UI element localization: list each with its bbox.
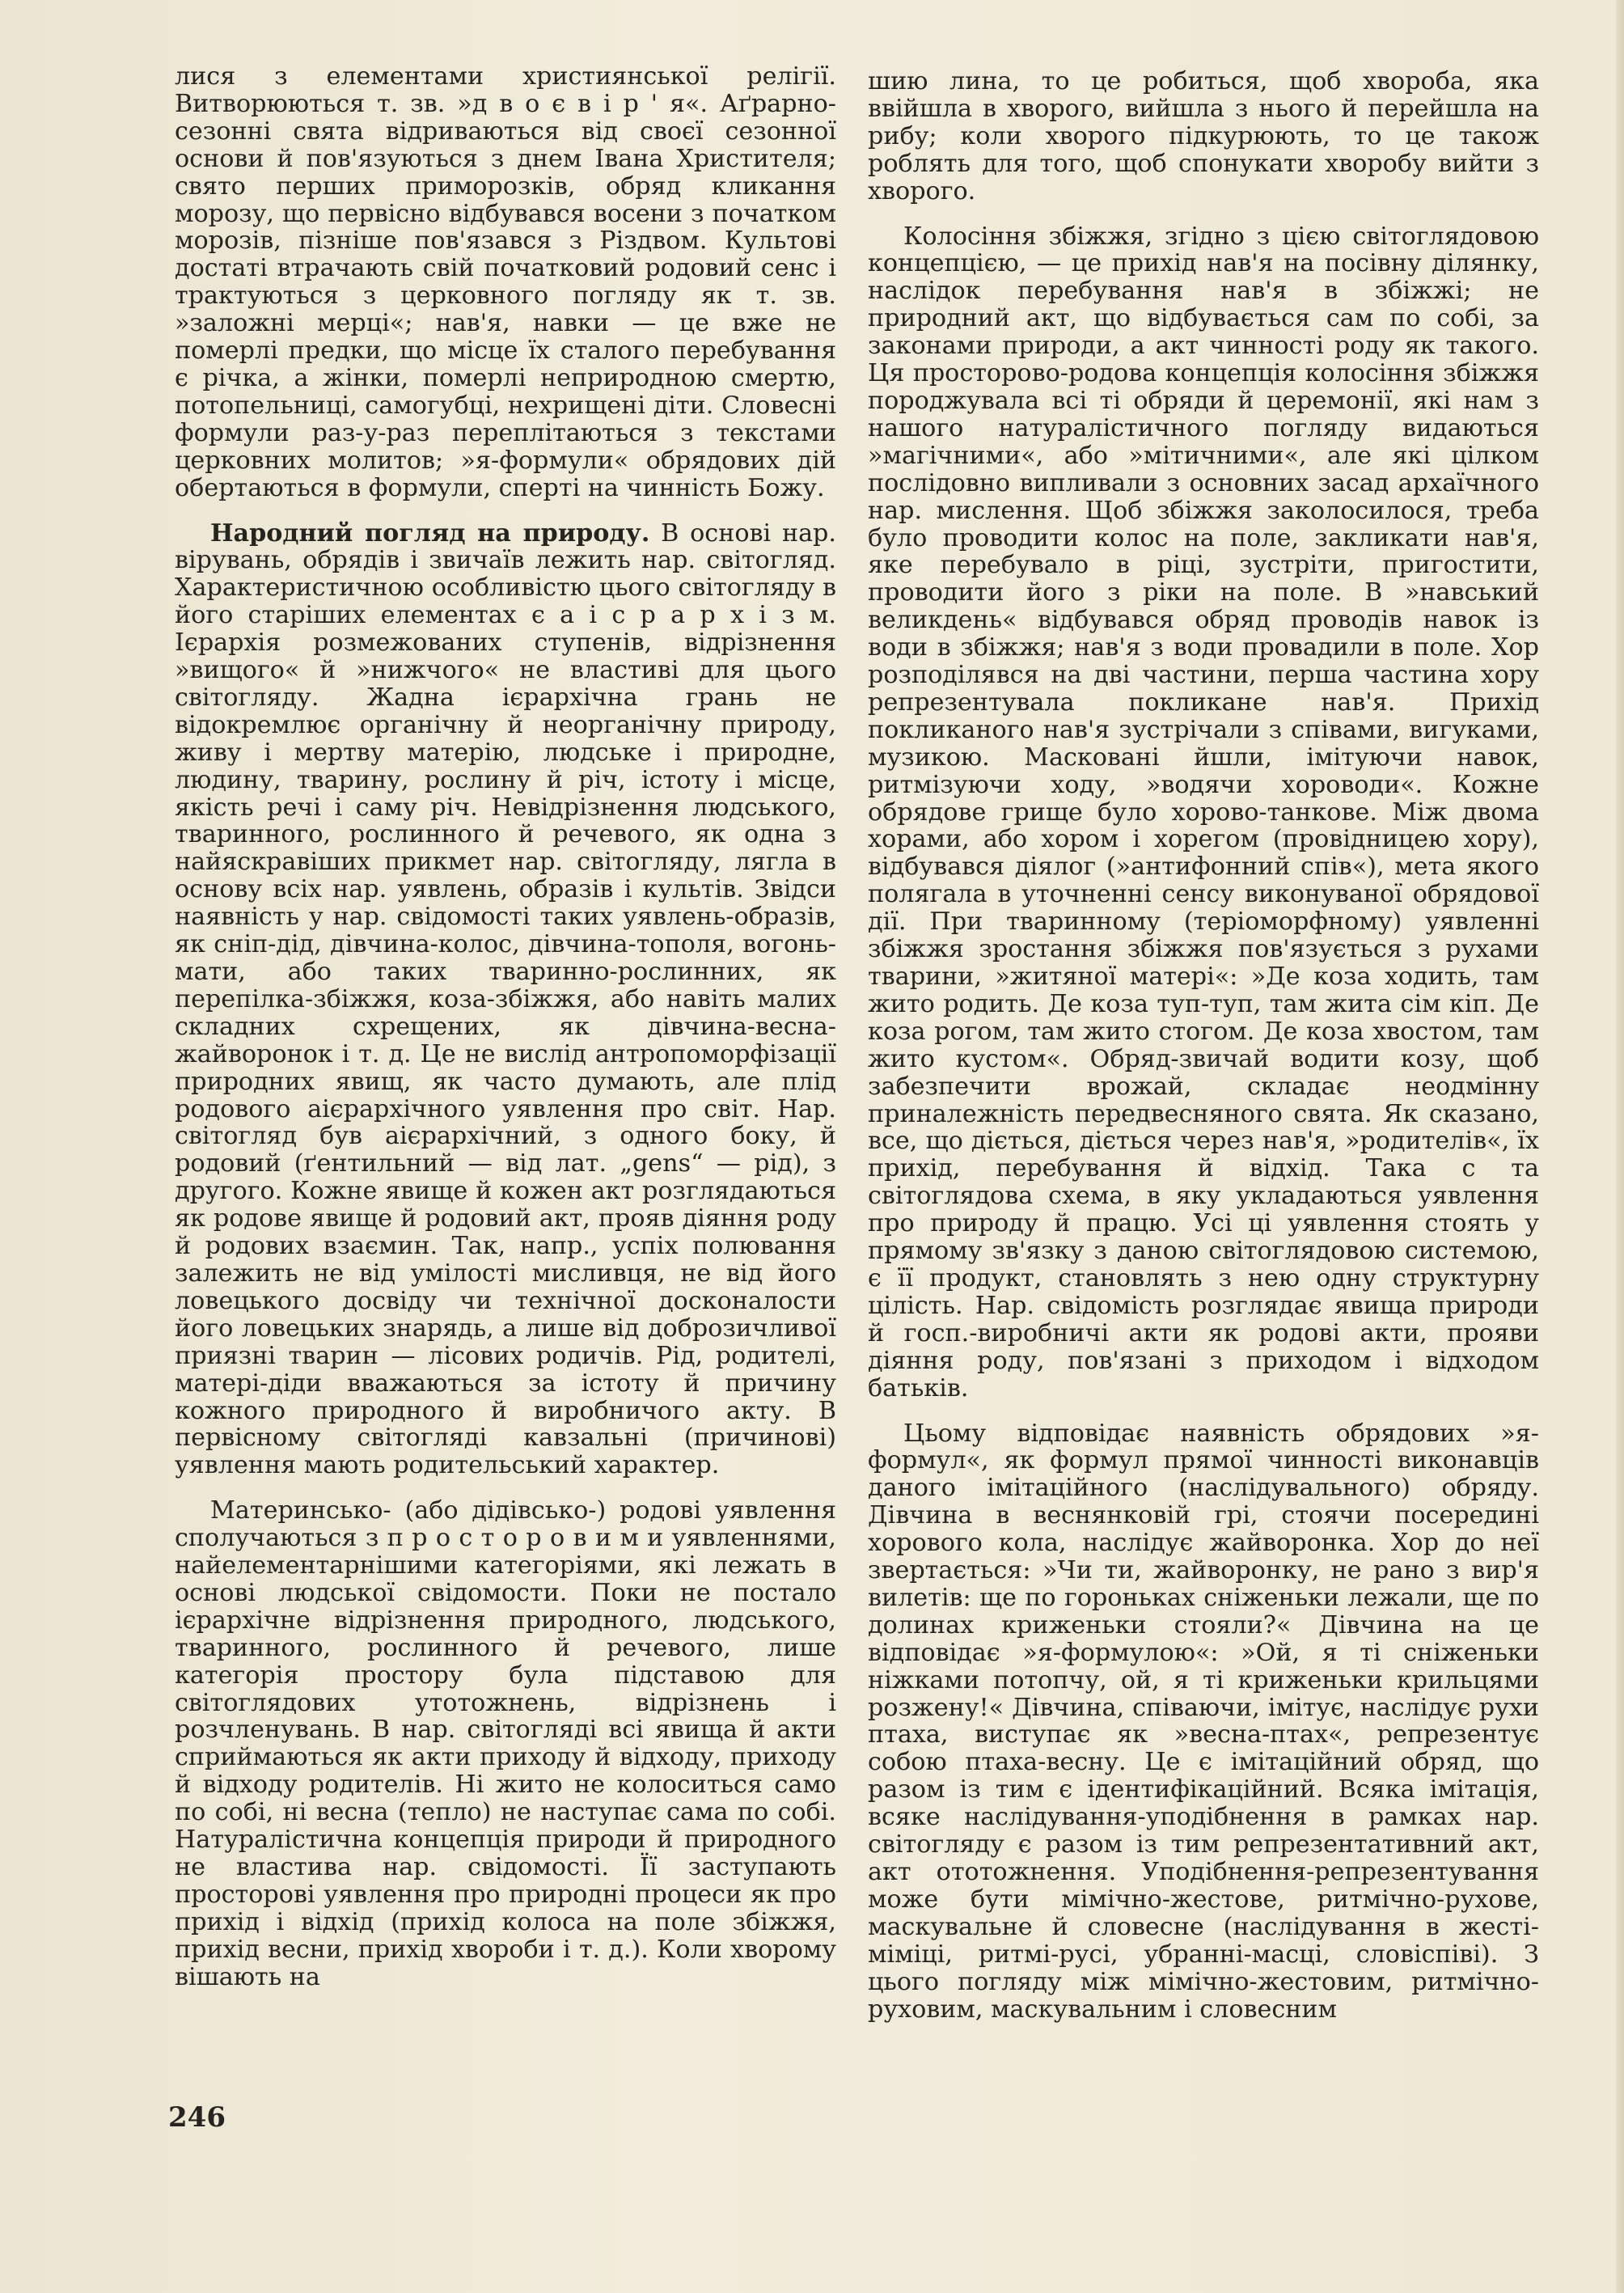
section-heading: Народний погляд на природу. bbox=[210, 518, 650, 548]
right-column bbox=[868, 68, 1539, 2041]
paragraph-with-heading bbox=[175, 520, 836, 1480]
page-number: 246 bbox=[168, 2101, 226, 2134]
left-column bbox=[175, 63, 836, 2009]
paragraph: Колосіння збіжжя, згідно з цією світоглядовою концепцією, — це прихід нав'я на посівну ділянку, наслідок перебування нав'я в збіжжі; не природний акт, що відбувається сам по собі, за законами природи, а акт чинності роду як такого. Ця просторово-родова концепція колосіння збіжжя породжувала всі ті обряди й церемонії, які нам з нашого натуралістичного погляду видаються »магічними«, або »мітичними«, але які цілком послідовно випливали з основних засад архаїчного нар. мислення. Щоб збіжжя заколосилося, треба було проводити колос на поле, закликати нав'я, яке перебувало в ріці, зустріти, пригостити, проводити його з ріки на поле. В »навський великдень« відбувався обряд проводів навок із води в збіжжя; нав'я з води провадили в поле. Хор розподілявся на дві частини, перша частина хору репрезентувала покликане нав'я. Прихід покликаного нав'я зустрічали з співами, вигуками, музикою. Масковані йшли, імітуючи навок, ритмізуючи ходу, »водячи хороводи«. Кожне обрядове грище було хорово-танкове. Між двома хорами, або хором і хорегом (провідницею хору), відбувався діялог (»антифонний спів«), мета якого полягала в уточненні сенсу виконуваної обрядової дії. При тваринному (теріоморфному) уявленні збіжжя зростання збіжжя пов'язується з рухами тварини, »житяної матері«: »Де коза ходить, там жито родить. Де коза туп-туп, там жита сім кіп. Де коза рогом, там жито стогом. Де коза хвостом, там жито кустом«. Обряд-звичай водити козу, щоб забезпечити врожай, складає неодмінну приналежність передвесняного свята. Як сказано, все, що діється, діється через нав'я, »родителів«, їх прихід, перебування й відхід. Така с та світоглядова схема, в яку укладаються уявлення про природу й працю. Усі ці уявлення стоять у прямому зв'язку з даною світоглядовою системою, є її продукт, становлять з нею одну структурну цілість. Нар. свідомість розглядає явища природи й госп.-виробничі акти як родові акти, прояви діяння роду, пов'язані з приходом і відходом батьків. bbox=[868, 222, 1539, 1402]
page-edge-shadow bbox=[1616, 0, 1624, 2293]
paragraph: шию лина, то це робиться, щоб хвороба, яка ввійшла в хворого, вийшла з нього й перейшла на рибу; коли хворого підкурюють, то це також роблять для того, щоб спонукати хворобу вийти з хворого. bbox=[868, 67, 1539, 205]
paragraph: Материнсько- (або дідівсько-) родові уявлення сполучаються з п р о с т о р о в и м и уявленнями, найелементарнішими категоріями, які лежать в основі людської свідомости. Поки не постало ієрархічне відрізнення природного, людського, тваринного, рослинного й речевого, лише категорія простору була підставою для світоглядових утотожнень, відрізнень і розчленувань. В нар. світогляді всі явища й акти сприймаються як акти приходу й відходу, приходу й відходу родителів. Ні жито не колоситься само по собі, ні весна (тепло) не наступає сама по собі. Натуралістична концепція природи й природного не властива нар. свідомості. Її заступають просторові уявлення про природні процеси як про прихід і відхід (прихід колоса на поле збіжжя, прихід весни, прихід хвороби і т. д.). Коли хворому вішають на bbox=[175, 1496, 836, 1991]
paragraph-body: В основі нар. вірувань, обрядів і звичаїв лежить нар. світогляд. Характеристичною особливістю цього світогляду в його старіших елементах є а і с р а р х і з м. Ієрархія розмежованих ступенів, відрізнення »вищого« й »нижчого« не властиві для цього світогляду. Жадна ієрархічна грань не відокремлює органічну й неорганічну природу, живу і мертву матерію, людське і природне, людину, тварину, рослину й річ, істоту і місце, якість речі і саму річ. Невідрізнення людського, тваринного, рослинного й речевого, як одна з найяскравіших прикмет нар. світогляду, лягла в основу всіх нар. уявлень, образів і культів. Звідси наявність у нар. свідомості таких уявлень-образів, як сніп-дід, дівчина-колос, дівчина-тополя, вогонь-мати, або таких тваринно-рослинних, як перепілка-збіжжя, коза-збіжжя, або навіть малих складних схрещених, як дівчина-весна-жайворонок і т. д. Це не вислід антропоморфізації природних явищ, як часто думають, але плід родового аієрархічного уявлення про світ. Нар. світогляд був аієрархічний, з одного боку, й родовий (ґентильний — від лат. „gens“ — рід), з другого. Кожне явище й кожен акт розглядаються як родове явище й родовий акт, прояв діяння роду й родових взаємин. Так, напр., успіх полювання залежить не від умілості мисливця, не від його ловецького досвіду чи технічної досконалости його ловецьких знарядь, а лише від доброзичливої приязні тварин — лісових родичів. Рід, родителі, матері-діди вважаються за істоту й причину кожного природного й виробничого акту. В первісному світогляді кавзальні (причинові) уявлення мають родительський характер. bbox=[175, 518, 836, 1480]
paragraph: Цьому відповідає наявність обрядових »я-формул«, як формул прямої чинності виконавців даного імітаційного (наслідувального) обряду. Дівчина в веснянковій грі, стоячи посередині хорового кола, наслідує жайворонка. Хор до неї звертається: »Чи ти, жайворонку, не рано з вир'я вилетів: ще по гороньках сніженьки лежали, ще по долинах криженьки стояли?« Дівчина на це відповідає »я-формулою«: »Ой, я ті сніженьки ніжками потопчу, ой, я ті криженьки крильцями розжену!« Дівчина, співаючи, імітує, наслідує рухи птаха, виступає як »весна-птах«, репрезентує собою птаха-весну. Це є імітаційний обряд, що разом із тим є ідентифікаційний. Всяка імітація, всяке наслідування-уподібнення в рамках нар. світогляду є разом із тим репрезентативний акт, акт ототожнення. Уподібнення-репрезентування може бути мімічно-жестове, ритмічно-рухове, маскувальне й словесне (наслідування в жесті-міміці, ритмі-русі, убранні-масці, словіспіві). З цього погляду між мімічно-жестовим, ритмічно-руховим, маскувальним і словесним bbox=[868, 1419, 1539, 2024]
paragraph: лися з елементами християнської релігії. Витворюються т. зв. »д в о є в і р ' я«. Аґрарно-сезонні свята відриваються від своєї сезонної основи й пов'язуються з днем Івана Христителя; свято перших приморозків, обряд кликання морозу, що первісно відбувався восени з початком морозів, пізніше пов'язався з Різдвом. Культові достаті втрачають свій початковий родовий сенс і трактуються з церковного погляду як т. зв. »заложні мерці«; нав'я, навки — це вже не померлі предки, що місце їх сталого перебування є річка, а жінки, померлі неприродною смертю, потопельниці, самогубці, нехрищені діти. Словесні формули раз-у-раз переплітаються з текстами церковних молитов; »я-формули« обрядових дій обертаються в формули, сперті на чинність Божу. bbox=[175, 62, 836, 502]
